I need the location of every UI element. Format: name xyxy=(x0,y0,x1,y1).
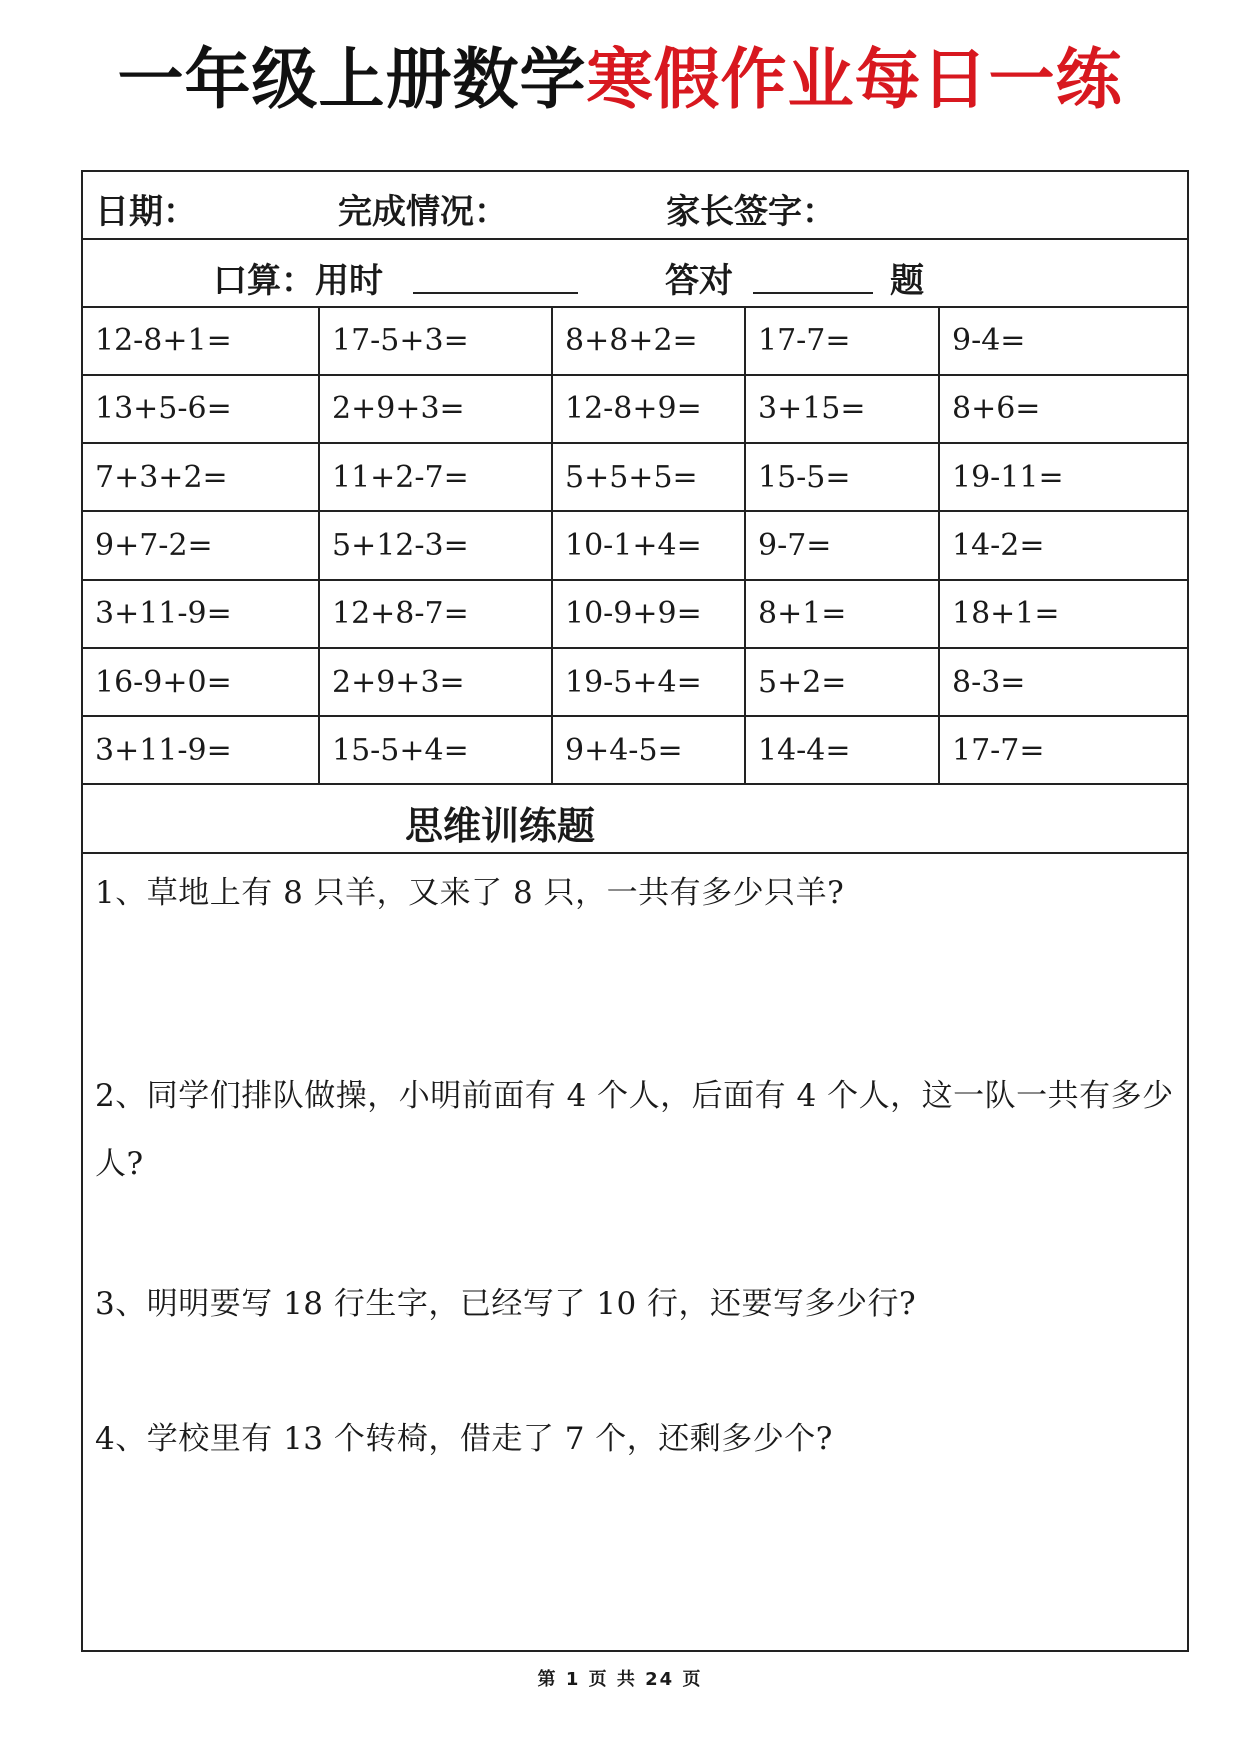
correct-label: 答对 xyxy=(665,261,733,301)
time-blank[interactable] xyxy=(413,292,578,294)
arithmetic-cell[interactable]: 12-8+9= xyxy=(552,375,745,443)
arithmetic-cell[interactable]: 19-11= xyxy=(939,443,1187,511)
word-problem-3: 3、明明要写 18 行生字，已经写了 10 行，还要写多少行? xyxy=(95,1286,917,1322)
arithmetic-cell[interactable]: 15-5+4= xyxy=(319,716,552,783)
arithmetic-cell[interactable]: 9+7-2= xyxy=(83,511,319,579)
info-row xyxy=(83,172,1187,240)
arithmetic-cell[interactable]: 17-7= xyxy=(745,308,939,375)
arithmetic-cell[interactable]: 3+11-9= xyxy=(83,580,319,648)
arithmetic-cell[interactable]: 14-2= xyxy=(939,511,1187,579)
word-problem-4: 4、学校里有 13 个转椅，借走了 7 个，还剩多少个? xyxy=(95,1421,833,1457)
arithmetic-cell[interactable]: 10-1+4= xyxy=(552,511,745,579)
title-highlight: 寒假作业每日一练 xyxy=(586,41,1123,118)
arithmetic-cell[interactable]: 2+9+3= xyxy=(319,375,552,443)
arithmetic-cell[interactable]: 5+2= xyxy=(745,648,939,716)
arithmetic-cell[interactable]: 9+4-5= xyxy=(552,716,745,783)
arithmetic-cell[interactable]: 2+9+3= xyxy=(319,648,552,716)
arithmetic-cell[interactable]: 10-9+9= xyxy=(552,580,745,648)
thinking-heading-row xyxy=(83,785,1187,854)
arithmetic-row xyxy=(83,511,1187,579)
word-problem-2: 2、同学们排队做操，小明前面有 4 个人，后面有 4 个人，这一队一共有多少人? xyxy=(95,1078,1174,1182)
arithmetic-cell[interactable]: 8+8+2= xyxy=(552,308,745,375)
arithmetic-cell[interactable]: 19-5+4= xyxy=(552,648,745,716)
arithmetic-cell[interactable]: 7+3+2= xyxy=(83,443,319,511)
arithmetic-cell[interactable]: 12+8-7= xyxy=(319,580,552,648)
arithmetic-grid xyxy=(83,308,1187,785)
word-problem-1: 1、草地上有 8 只羊，又来了 8 只，一共有多少只羊? xyxy=(95,875,845,911)
arithmetic-cell[interactable]: 13+5-6= xyxy=(83,375,319,443)
arithmetic-cell[interactable]: 15-5= xyxy=(745,443,939,511)
arithmetic-cell[interactable]: 14-4= xyxy=(745,716,939,783)
parent-signature-label: 家长签字： xyxy=(666,192,836,232)
oral-calc-row xyxy=(83,240,1187,308)
correct-count-blank[interactable] xyxy=(753,292,873,294)
arithmetic-cell[interactable]: 8-3= xyxy=(939,648,1187,716)
arithmetic-cell[interactable]: 18+1= xyxy=(939,580,1187,648)
oral-time-label: 口算：用时 xyxy=(213,261,383,301)
arithmetic-row xyxy=(83,375,1187,443)
arithmetic-cell[interactable]: 9-4= xyxy=(939,308,1187,375)
arithmetic-cell[interactable]: 11+2-7= xyxy=(319,443,552,511)
worksheet xyxy=(81,170,1189,1652)
page-number: 第 1 页 共 24 页 xyxy=(537,1669,703,1690)
arithmetic-cell[interactable]: 8+6= xyxy=(939,375,1187,443)
arithmetic-row xyxy=(83,308,1187,375)
arithmetic-cell[interactable]: 3+15= xyxy=(745,375,939,443)
arithmetic-cell[interactable]: 5+12-3= xyxy=(319,511,552,579)
completion-label: 完成情况： xyxy=(338,192,508,232)
arithmetic-row xyxy=(83,443,1187,511)
arithmetic-cell[interactable]: 16-9+0= xyxy=(83,648,319,716)
arithmetic-cell[interactable]: 9-7= xyxy=(745,511,939,579)
arithmetic-row xyxy=(83,716,1187,783)
title-main: 一年级上册数学 xyxy=(117,41,587,118)
arithmetic-cell[interactable]: 8+1= xyxy=(745,580,939,648)
arithmetic-cell[interactable]: 5+5+5= xyxy=(552,443,745,511)
arithmetic-row xyxy=(83,648,1187,716)
date-label: 日期： xyxy=(95,192,197,232)
arithmetic-cell[interactable]: 17-5+3= xyxy=(319,308,552,375)
arithmetic-row xyxy=(83,580,1187,648)
arithmetic-cell[interactable]: 12-8+1= xyxy=(83,308,319,375)
thinking-heading: 思维训练题 xyxy=(405,804,596,848)
arithmetic-cell[interactable]: 17-7= xyxy=(952,732,1045,768)
arithmetic-cell[interactable]: 3+11-9= xyxy=(83,716,319,783)
question-unit-label: 题 xyxy=(890,261,924,301)
page-title xyxy=(0,42,1240,118)
